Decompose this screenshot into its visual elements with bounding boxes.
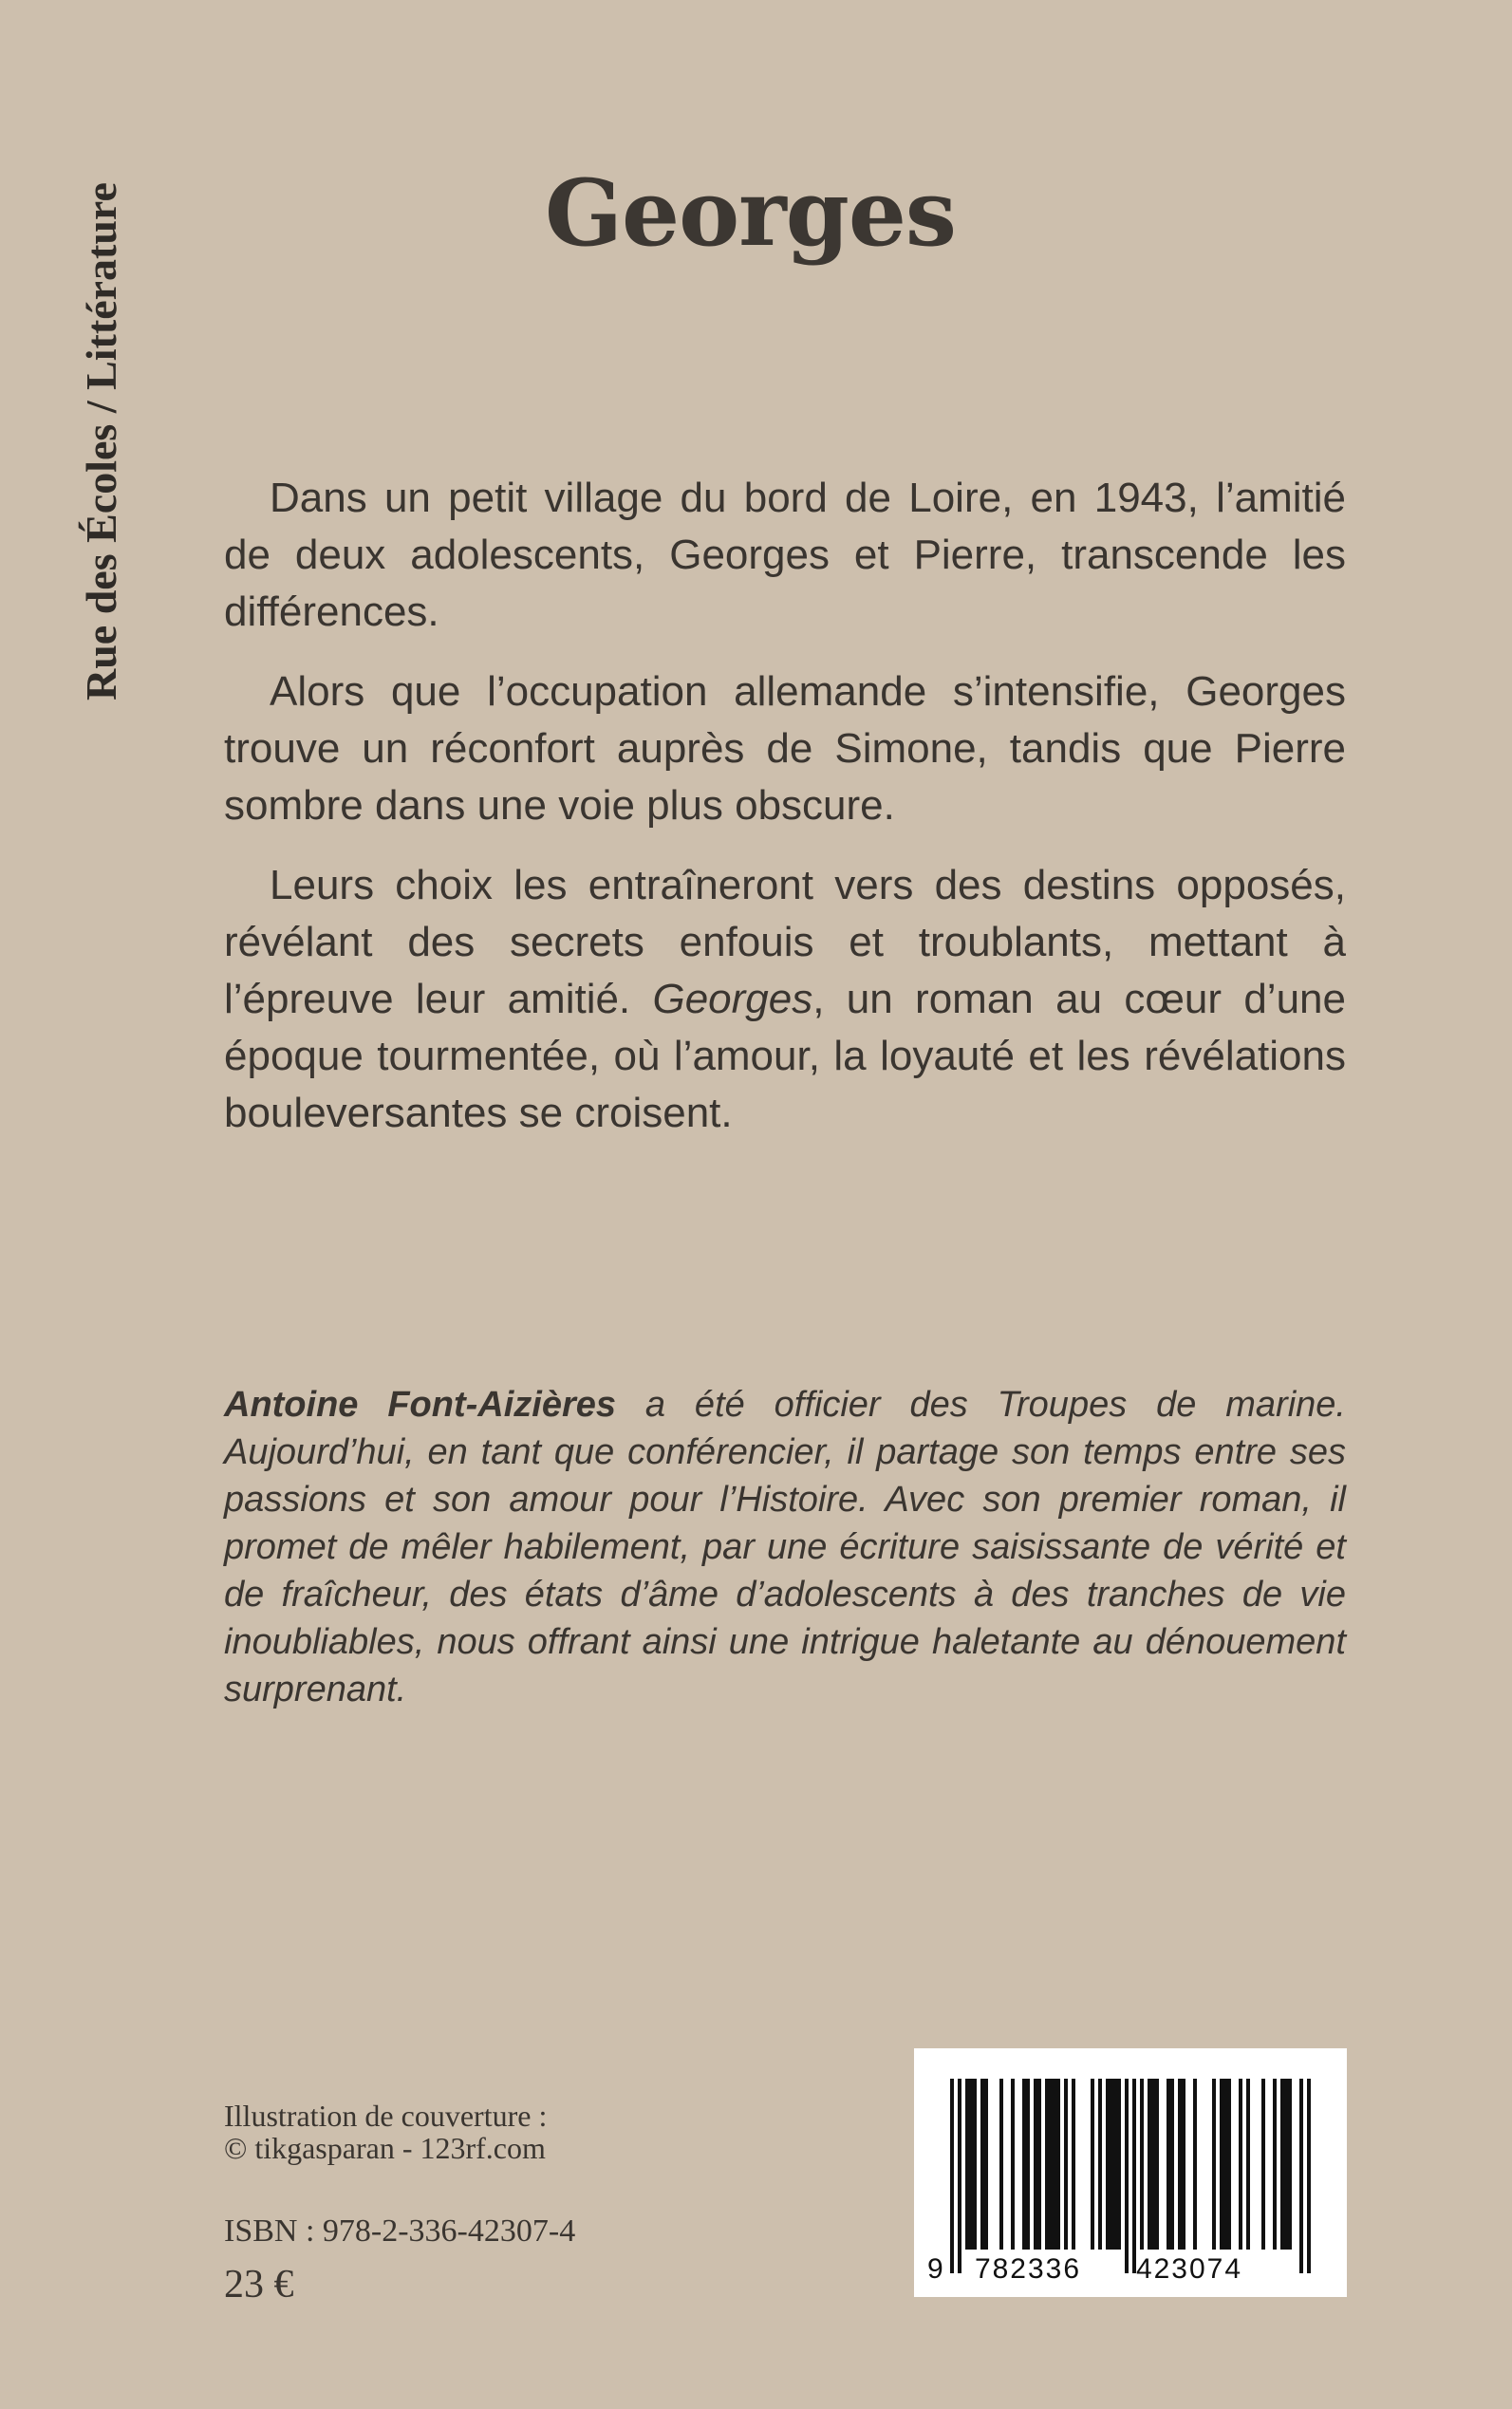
summary-block [224, 470, 1346, 1165]
barcode-bar-13 [1045, 2079, 1049, 2250]
summary-paragraph-2: Alors que l’occupation allemande s’intensifie, Georges trouve un réconfort auprès de Simone, tandis que Pierre sombre dans une voie plus obscure. [224, 668, 1346, 829]
barcode-bar-40 [1239, 2079, 1242, 2250]
barcode-bar-17 [1064, 2079, 1068, 2250]
barcode-bar-36 [1212, 2079, 1216, 2250]
author-bio [224, 1381, 1346, 1713]
book-title-text: Georges [545, 159, 956, 267]
barcode-bar-16 [1056, 2079, 1060, 2250]
barcode-bar-14 [1049, 2079, 1053, 2250]
barcode-bar-2 [965, 2079, 969, 2250]
barcode-bar-26 [1132, 2079, 1136, 2273]
barcode-bar-34 [1182, 2079, 1185, 2250]
summary-paragraph-3-end: , un roman au cœur d’une époque tourmentée, où l’amour, la loyauté et les révélations bouleversantes se croisent. [224, 976, 1346, 1136]
barcode-bar-10 [1026, 2079, 1030, 2250]
barcode-bar-45 [1284, 2079, 1288, 2250]
barcode-bar-6 [984, 2079, 988, 2250]
barcode-bar-21 [1106, 2079, 1110, 2250]
barcode-bar-38 [1223, 2079, 1227, 2250]
barcode-bar-29 [1151, 2079, 1155, 2250]
barcode-bar-48 [1307, 2079, 1311, 2273]
barcode-bar-8 [1011, 2079, 1015, 2250]
barcode-bar-0 [950, 2079, 954, 2273]
barcode-right-digits: 423074 [1135, 2253, 1243, 2285]
summary-paragraph-3 [224, 857, 1346, 1142]
barcode-bar-47 [1299, 2079, 1303, 2273]
barcode-bar-39 [1227, 2079, 1231, 2250]
barcode-bar-35 [1193, 2079, 1197, 2250]
summary-title-mention: Georges [652, 976, 813, 1022]
barcode-lead-digit: 9 [927, 2253, 943, 2285]
barcode-bar-5 [980, 2079, 984, 2250]
barcode-bar-25 [1125, 2079, 1129, 2273]
book-title [0, 159, 1512, 267]
barcode-bar-7 [999, 2079, 1003, 2250]
barcode-bar-37 [1220, 2079, 1223, 2250]
barcode-bar-27 [1140, 2079, 1144, 2250]
summary-paragraph-3-start: Leurs choix les entraîneront vers des destins opposés, révélant des secrets enfouis et troublants, mettant à l’épreuve leur amitié. [224, 862, 1346, 1022]
barcode-bar-24 [1117, 2079, 1121, 2250]
barcode-bar-23 [1113, 2079, 1117, 2250]
author-name: Antoine Font-Aizières [224, 1385, 617, 1425]
cover-credit-line-1: Illustration de couverture : [224, 2099, 548, 2133]
barcode-bar-41 [1246, 2079, 1250, 2250]
barcode-bar-12 [1037, 2079, 1041, 2250]
barcode-left-digits: 782336 [974, 2253, 1082, 2285]
barcode-bar-3 [969, 2079, 973, 2250]
barcode-graphic [914, 2048, 1347, 2297]
barcode-bar-30 [1155, 2079, 1159, 2250]
barcode-bars [950, 2079, 1311, 2273]
barcode-bar-33 [1178, 2079, 1182, 2250]
isbn: ISBN : 978-2-336-42307-4 [224, 2213, 576, 2249]
barcode [914, 2048, 1347, 2297]
barcode-bar-20 [1098, 2079, 1102, 2250]
barcode-bar-15 [1053, 2079, 1056, 2250]
barcode-bar-42 [1261, 2079, 1265, 2250]
barcode-bar-9 [1022, 2079, 1026, 2250]
author-bio-text: a été officier des Troupes de marine. Aujourd’hui, en tant que conférencier, il partage son temps entre ses passions et son amour pour l’Histoire. Avec son premier roman, il promet de mêler habilement, par une écriture saisissante de vérité et de fraîcheur, des états d’âme d’adolescents à des tranches de vie inoubliables, nous offrant ainsi une intrigue haletante au dénouement surprenant. [224, 1385, 1346, 1709]
cover-credit-line-2: © tikgasparan - 123rf.com [224, 2131, 546, 2165]
barcode-bar-1 [958, 2079, 961, 2273]
barcode-bar-22 [1110, 2079, 1113, 2250]
barcode-bar-46 [1288, 2079, 1292, 2250]
barcode-bar-11 [1034, 2079, 1037, 2250]
barcode-bar-19 [1091, 2079, 1094, 2250]
barcode-bar-28 [1148, 2079, 1151, 2250]
barcode-bar-44 [1280, 2079, 1284, 2250]
barcode-bar-4 [973, 2079, 977, 2250]
summary-paragraph-1: Dans un petit village du bord de Loire, en 1943, l’amitié de deux adolescents, Georges et Pierre, transcende les différences. [224, 475, 1346, 635]
barcode-bar-32 [1170, 2079, 1174, 2250]
cover-credits [224, 2100, 547, 2164]
price: 23 € [224, 2263, 294, 2306]
barcode-bar-18 [1072, 2079, 1075, 2250]
barcode-bar-43 [1273, 2079, 1277, 2250]
spine-collection-label: Rue des Écoles / Littérature [77, 182, 125, 700]
barcode-bar-31 [1167, 2079, 1170, 2250]
